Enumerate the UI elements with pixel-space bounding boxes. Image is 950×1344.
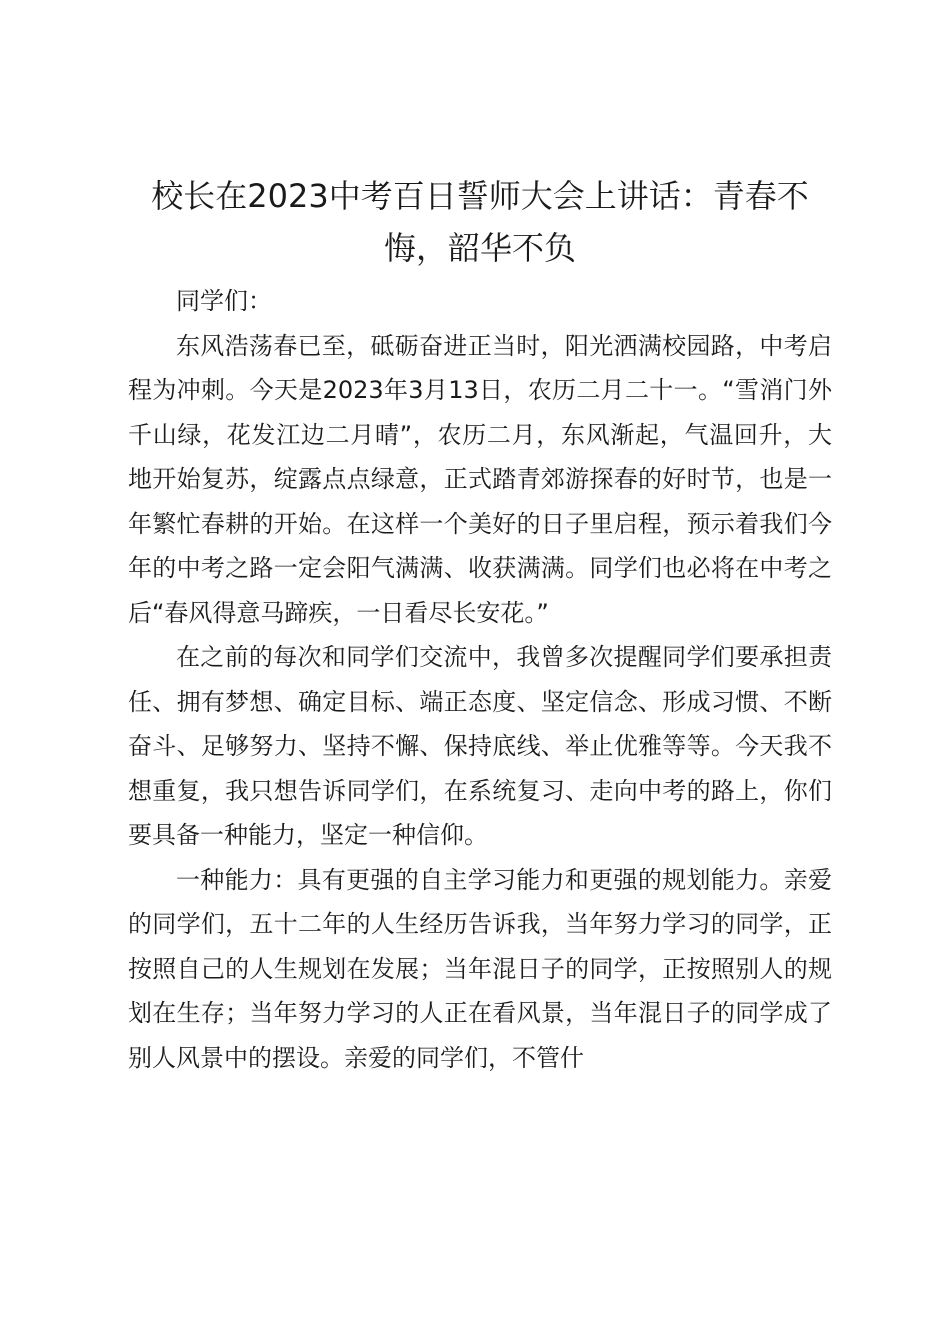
paragraph-1: 东风浩荡春已至，砥砺奋进正当时，阳光洒满校园路，中考启程为冲刺。今天是2023年3月13日，农历二月二十一。“雪消门外千山绿，花发江边二月晴”，农历二月，东风渐起，气温回升，大地开始复苏，绽露点点绿意，正式踏青郊游探春的好时节，也是一年繁忙春耕的开始。在这样一个美好的日子里启程，预示着我们今年的中考之路一定会阳气满满、收获满满。同学们也必将在中考之后“春风得意马蹄疾，一日看尽长安花。”: [128, 331, 832, 627]
document-page: [128, 170, 832, 1080]
paragraph-2: 在之前的每次和同学们交流中，我曾多次提醒同学们要承担责任、拥有梦想、确定目标、端正态度、坚定信念、形成习惯、不断奋斗、足够努力、坚持不懈、保持底线、举止优雅等等。今天我不想重复，我只想告诉同学们，在系统复习、走向中考的路上，你们要具备一种能力，坚定一种信仰。: [128, 643, 832, 849]
paragraph-3: 一种能力：具有更强的自主学习能力和更强的规划能力。亲爱的同学们，五十二年的人生经历告诉我，当年努力学习的同学，正按照自己的人生规划在发展；当年混日子的同学，正按照别人的规划在生存；当年努力学习的人正在看风景，当年混日子的同学成了别人风景中的摆设。亲爱的同学们，不管什: [128, 865, 832, 1072]
document-title: 校长在2023中考百日誓师大会上讲话：青春不悔，韶华不负: [151, 177, 809, 267]
greeting: 同学们：: [176, 287, 272, 315]
